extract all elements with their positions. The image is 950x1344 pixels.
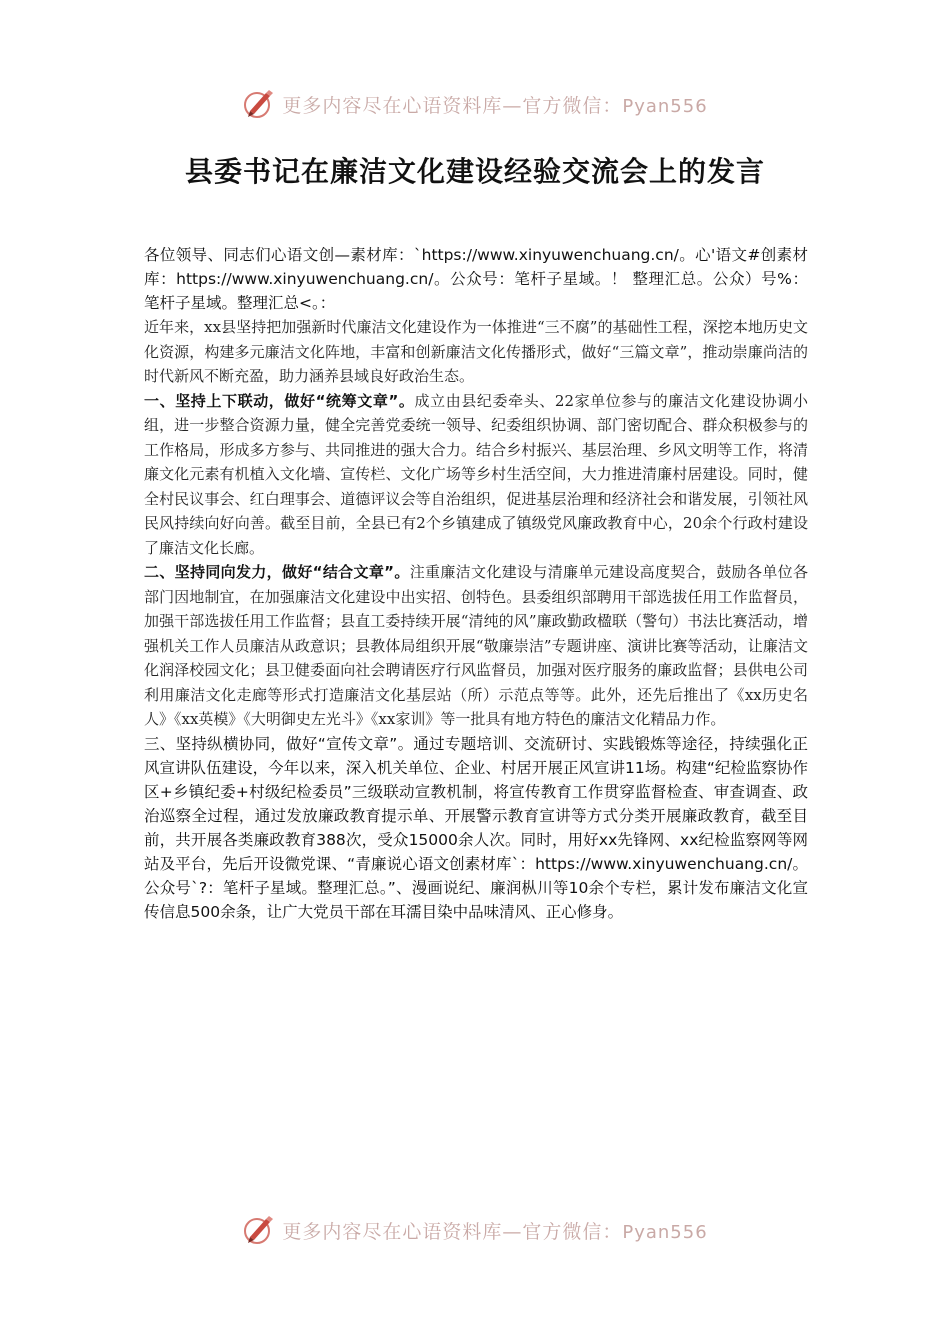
watermark-text: [282, 1217, 707, 1244]
document-body: [144, 243, 808, 924]
opening-paragraph: 近年来，xx县坚持把加强新时代廉洁文化建设作为一体推进“三不腐”的基础性工程，深挖本地历史文化资源，构建多元廉洁文化阵地，丰富和创新廉洁文化传播形式，做好“三篇文章”，推动崇廉尚洁的时代新风不断充盈，助力涵养县域良好政治生态。: [144, 318, 808, 385]
watermark-banner-bottom: [0, 1210, 950, 1250]
watermark-wechat-label: 官方微信：: [522, 1220, 623, 1243]
watermark-banner-top: [0, 84, 950, 124]
intro-paragraph: 各位领导、同志们心语文创—素材库：`https://www.xinyuwenchuang.cn/。心'语文#创素材库：https://www.xinyuwenchuang.cn/。公众号：笔杆子星域。！ 整理汇总。公众）号%：笔杆子星域。整理汇总<。：: [144, 246, 808, 312]
section-1-heading: 一、坚持上下联动，做好“统筹文章”。: [144, 391, 415, 410]
watermark-site-text: 更多内容尽在心语资料库: [282, 1220, 503, 1243]
watermark-text: [282, 91, 707, 118]
watermark-separator: —: [502, 1220, 523, 1243]
section-2-heading: 二、坚持同向发力，做好“结合文章”。: [144, 563, 410, 581]
pen-logo-icon: [242, 87, 276, 121]
watermark-wechat-id: Pyan556: [622, 95, 708, 117]
pen-logo-icon: [242, 1213, 276, 1247]
section-2-body: 注重廉洁文化建设与清廉单元建设高度契合，鼓励各单位各部门因地制宜，在加强廉洁文化建设中出实招、创特色。县委组织部聘用干部选拔任用工作监督员，加强干部选拔任用工作监督；县直工委持续开展“清纯的风”廉政勤政楹联（警句）书法比赛活动，增强机关工作人员廉洁从政意识；县教体局组织开展“敬廉崇洁”专题讲座、演讲比赛等活动，让廉洁文化润泽校园文化；县卫健委面向社会聘请医疗行风监督员，加强对医疗服务的廉政监督；县供电公司利用廉洁文化走廊等形式打造廉洁文化基层站（所）示范点等等。此外，还先后推出了《xx历史名人》《xx英模》《大明御史左光斗》《xx家训》等一批具有地方特色的廉洁文化精品力作。: [144, 563, 808, 728]
watermark-wechat-id: Pyan556: [622, 1221, 708, 1243]
section-1-body: 成立由县纪委牵头、22家单位参与的廉洁文化建设协调小组，进一步整合资源力量，健全完善党委统一领导、纪委组织协调、部门密切配合、群众积极参与的工作格局，形成多方参与、共同推进的强大合力。结合乡村振兴、基层治理、乡风文明等工作，将清廉文化元素有机植入文化墙、宣传栏、文化广场等乡村生活空间，大力推进清廉村居建设。同时，健全村民议事会、红白理事会、道德评议会等自治组织，促进基层治理和经济社会和谐发展，引领社风民风持续向好向善。截至目前，全县已有2个乡镇建成了镇级党风廉政教育中心，20余个行政村建设了廉洁文化长廊。: [144, 391, 808, 557]
document-title: 县委书记在廉洁文化建设经验交流会上的发言: [184, 155, 765, 188]
watermark-site-text: 更多内容尽在心语资料库: [282, 94, 503, 117]
watermark-wechat-label: 官方微信：: [522, 94, 623, 117]
watermark-separator: —: [502, 94, 523, 117]
section-3-paragraph: 三、坚持纵横协同，做好“宣传文章”。通过专题培训、交流研讨、实践锻炼等途径，持续强化正风宣讲队伍建设，今年以来，深入机关单位、企业、村居开展正风宣讲11场。构建“纪检监察协作区+乡镇纪委+村级纪检委员”三级联动宣教机制，将宣传教育工作贯穿监督检查、审查调查、政治巡察全过程，通过发放廉政教育提示单、开展警示教育宣讲等方式分类开展廉政教育，截至目前，共开展各类廉政教育388次，受众15000余人次。同时，用好xx先锋网、xx纪检监察网等网站及平台，先后开设微党课、“青廉说心语文创素材库`：https://www.xinyuwenchuang.cn/。公众号`?：笔杆子星域。整理汇总。”、漫画说纪、廉润枞川等10余个专栏，累计发布廉洁文化宣传信息500余条，让广大党员干部在耳濡目染中品味清风、正心修身。: [144, 734, 808, 921]
section-2-paragraph: [144, 560, 808, 732]
section-1-paragraph: [144, 389, 808, 561]
